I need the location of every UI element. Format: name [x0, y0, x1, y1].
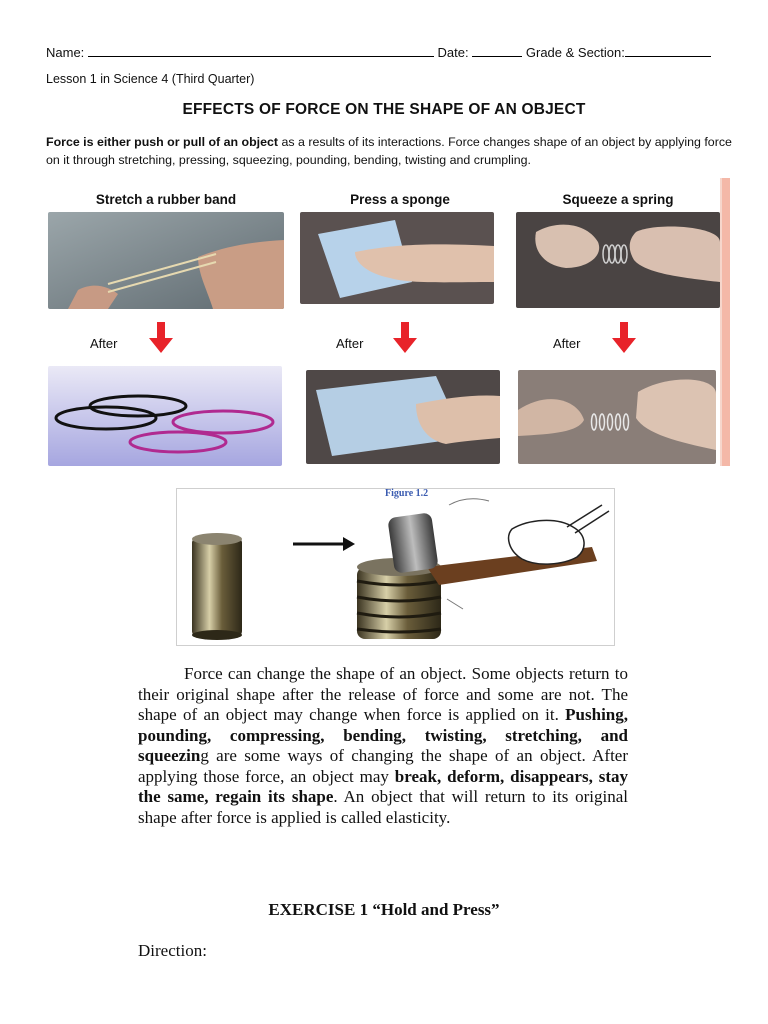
caption-rubber-band: Stretch a rubber band	[95, 192, 237, 207]
intro-bold: Force is either push or pull of an object	[46, 135, 279, 149]
body-bold-2: break, deform, disappears, stay the same, regain its shape	[138, 766, 628, 806]
name-label: Name:	[46, 45, 85, 60]
grade-blank[interactable]	[625, 44, 711, 57]
body-part-1: Force can change the shape of an object. Some objects return to their original shape after the release of force and some are not. The shape of an object may change when force is applied on it.	[138, 664, 628, 724]
body-paragraph	[138, 664, 628, 828]
date-label: Date:	[437, 45, 469, 60]
photo-press-sponge	[300, 212, 494, 304]
decorative-side-bar	[720, 178, 730, 466]
intro-rest: as a results of its interactions. Force changes shape of an object by applying force on it through stretching, pressing, squeezing, pounding, bending, twisting and crumpling.	[46, 135, 732, 167]
body-part-3: . An object that will return to its original shape after force is applied is called elasticity.	[138, 787, 628, 827]
after-label-1: After	[90, 336, 118, 351]
photo-rubber-bands-after	[48, 366, 282, 466]
body-part-2: g are some ways of changing the shape of an object. After applying those force, an object may	[138, 746, 628, 786]
down-arrow-icon	[391, 322, 419, 359]
intro-paragraph	[46, 133, 736, 169]
figure-can-hammer	[176, 488, 615, 646]
after-label-3: After	[553, 336, 581, 351]
photo-stretch-rubber-band	[48, 212, 284, 309]
photo-squeeze-spring	[516, 212, 720, 308]
exercise-heading: EXERCISE 1 “Hold and Press”	[268, 900, 500, 919]
photo-sponge-after	[306, 370, 500, 464]
caption-sponge: Press a sponge	[350, 192, 450, 207]
lesson-label: Lesson 1 in Science 4 (Third Quarter)	[46, 72, 255, 86]
name-blank[interactable]	[88, 44, 434, 57]
after-label-2: After	[336, 336, 364, 351]
direction-label: Direction:	[138, 941, 207, 960]
worksheet-header	[46, 44, 726, 60]
down-arrow-icon	[610, 322, 638, 359]
caption-spring: Squeeze a spring	[562, 192, 674, 207]
photo-spring-after	[518, 370, 716, 464]
down-arrow-icon	[147, 322, 175, 359]
date-blank[interactable]	[472, 44, 522, 57]
figure-label: Figure 1.2	[385, 488, 429, 499]
body-bold-1: Pushing, pounding, compressing, bending, twisting, stretching, and squeezin	[138, 705, 628, 765]
page-title: EFFECTS OF FORCE ON THE SHAPE OF AN OBJECT	[182, 101, 586, 118]
grade-label: Grade & Section:	[525, 45, 625, 60]
